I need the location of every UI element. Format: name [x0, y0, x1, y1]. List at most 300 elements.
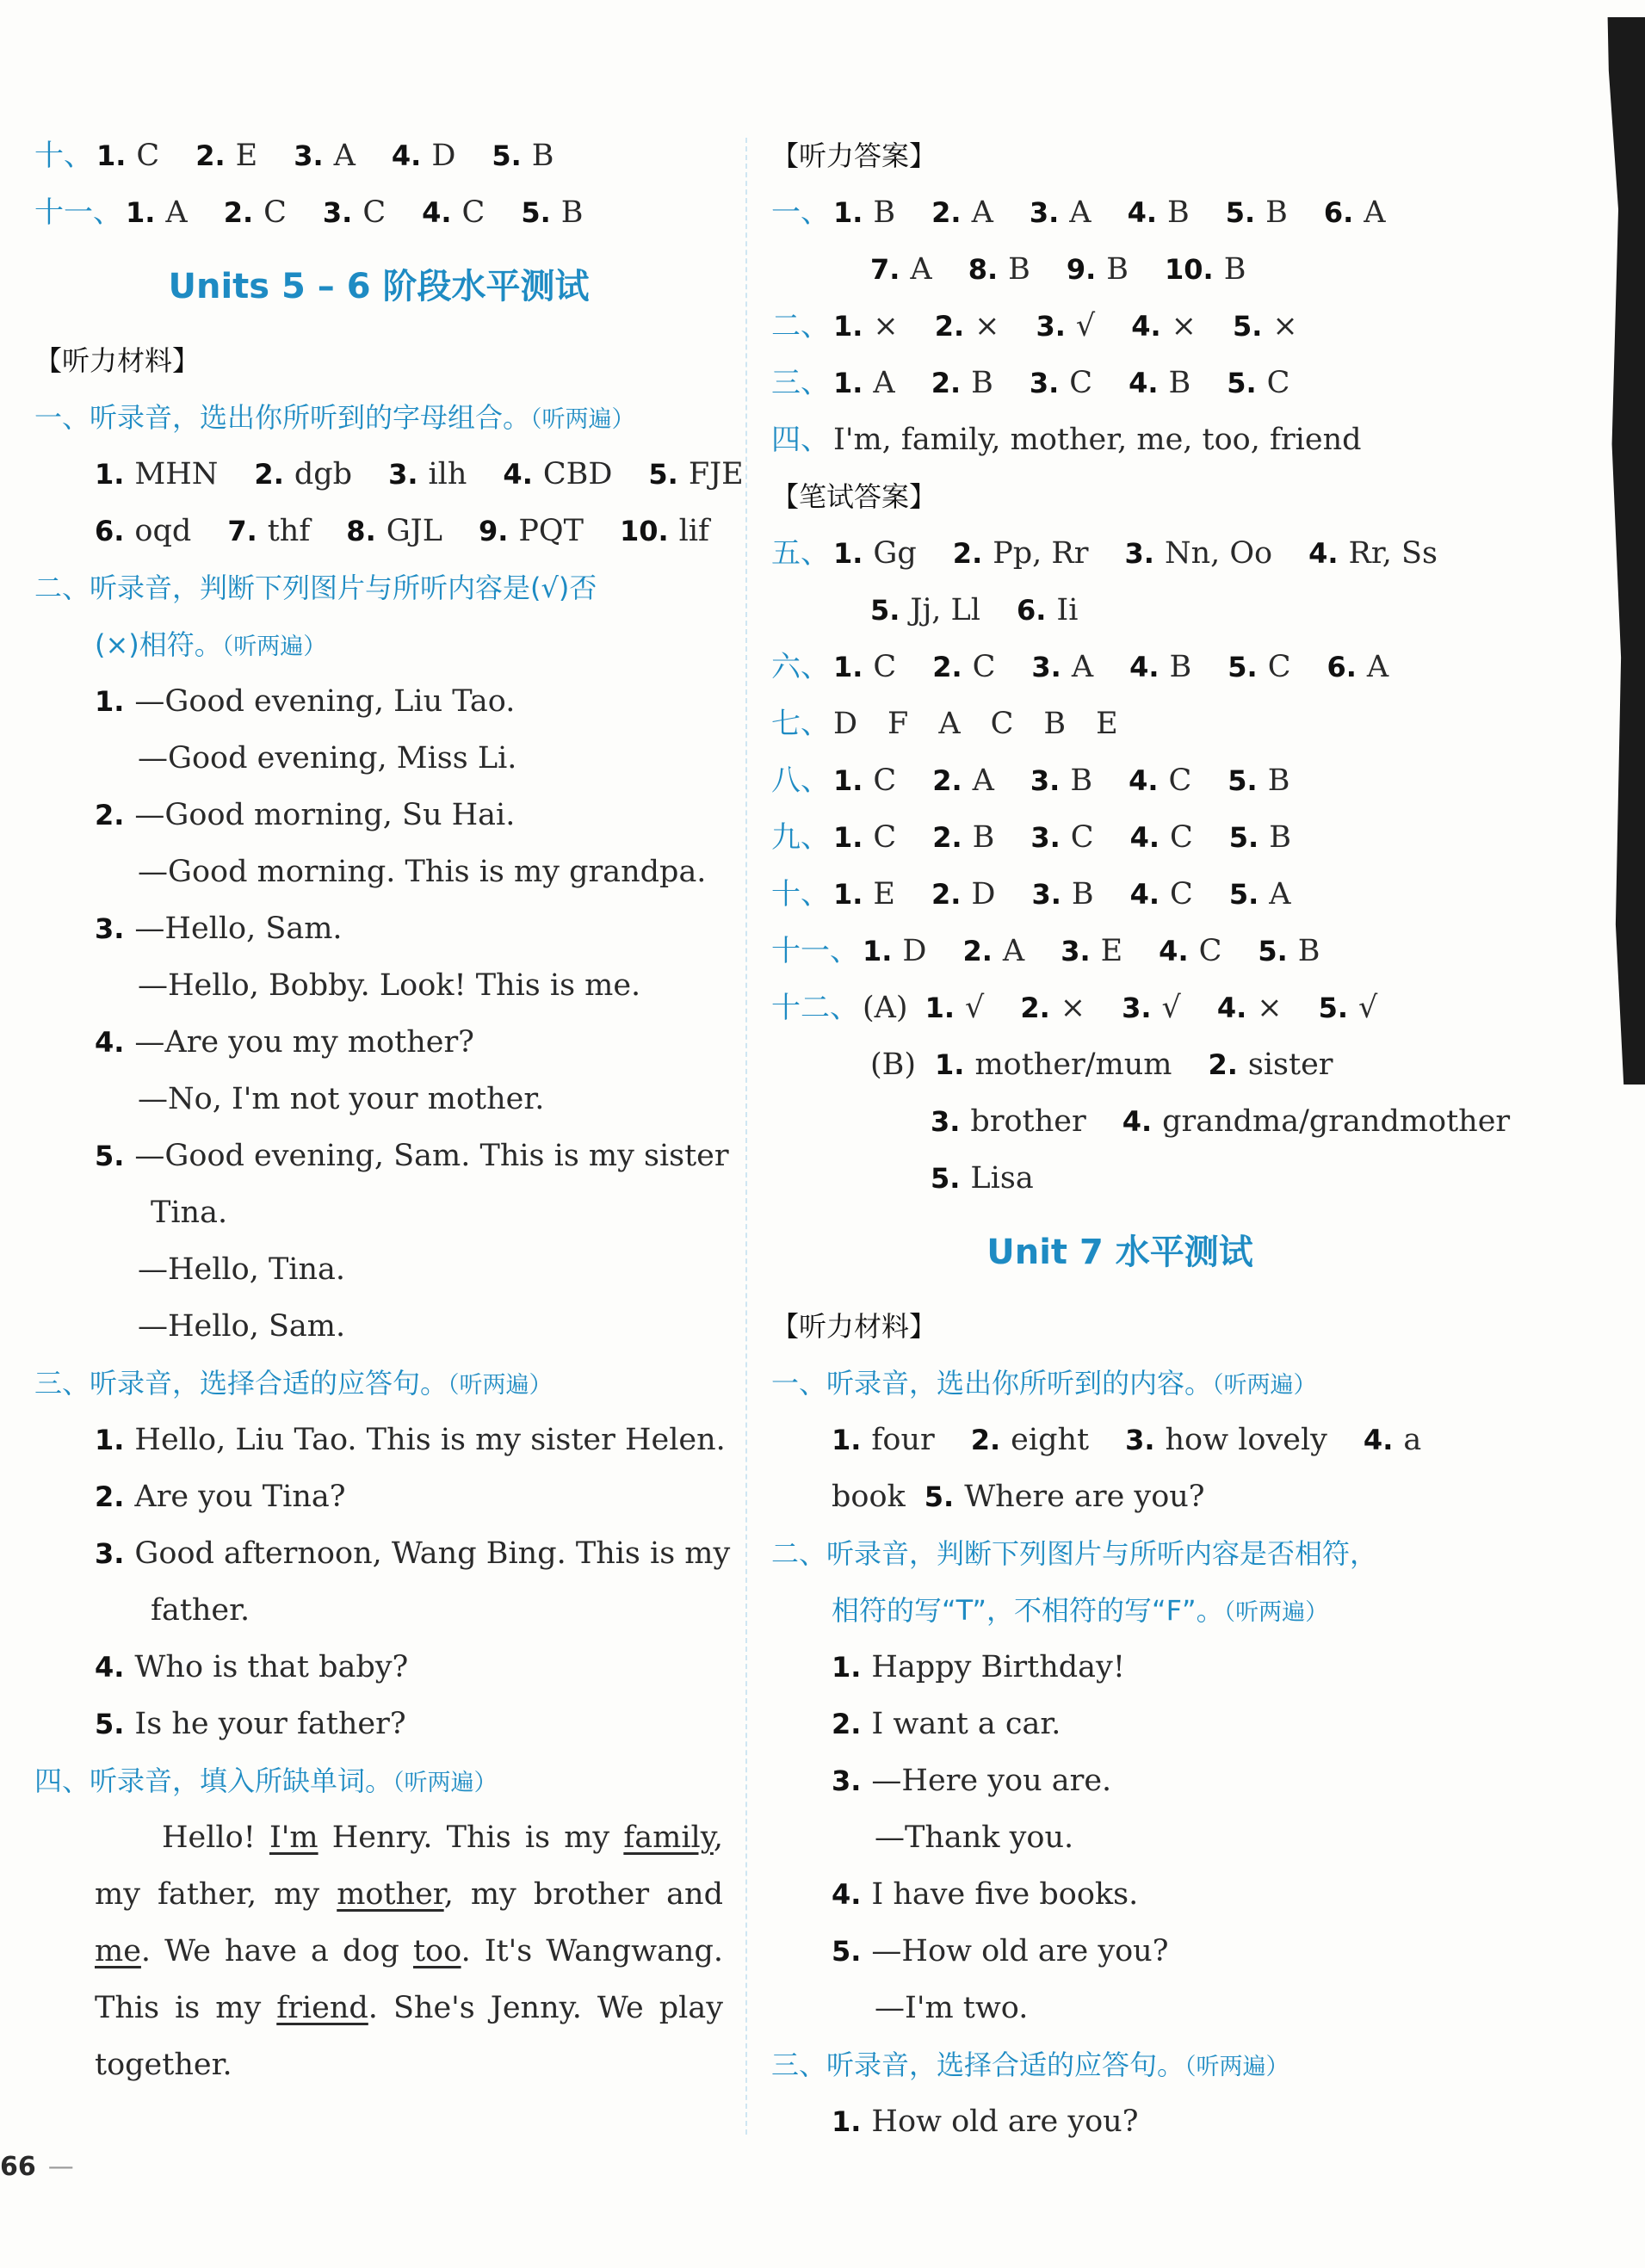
- item-number: 5.: [1228, 764, 1258, 797]
- item-answer: C: [1266, 366, 1290, 400]
- line-text: —Thank you.: [875, 1820, 1074, 1855]
- page-number: 66 —: [0, 2152, 74, 2182]
- item-number: 1.: [95, 1424, 125, 1456]
- item-number: 7.: [870, 253, 900, 286]
- page-edge-shadow: [1592, 17, 1645, 1085]
- item-answer: grandma/grandmother: [1162, 1104, 1511, 1139]
- item-number: 1.: [832, 1651, 862, 1684]
- item-number: 3.: [388, 458, 418, 491]
- item-answer: C: [362, 195, 387, 230]
- item-number: 3.: [1125, 1424, 1155, 1456]
- text-line: [34, 957, 723, 1014]
- item-number: 3.: [95, 912, 125, 945]
- item-answer: C: [1170, 877, 1193, 912]
- item-number: 4.: [1129, 367, 1159, 399]
- item-answer: C: [873, 820, 897, 855]
- item-number: 2.: [932, 651, 962, 683]
- text-line: [771, 1696, 1469, 1752]
- item-number: 5.: [521, 196, 551, 229]
- item-number: 2.: [932, 821, 962, 854]
- item-answer: B: [1070, 763, 1093, 798]
- text-line: [34, 1071, 723, 1128]
- item-answer: lif: [678, 514, 709, 548]
- question-number: 十一、: [771, 934, 859, 968]
- item-answer: Jj, Ll: [910, 593, 980, 627]
- item-number: 1.: [925, 992, 955, 1024]
- item-answer: Nn, Oo: [1164, 536, 1273, 571]
- label-listening-answers: 【听力答案】: [771, 139, 937, 172]
- item-number: 6.: [1017, 594, 1047, 627]
- item-number: 2.: [832, 1708, 862, 1740]
- item-answer: E: [873, 877, 895, 912]
- item-answer: brother: [970, 1104, 1086, 1139]
- item-answer: PQT: [518, 514, 584, 548]
- item-number: 5.: [1228, 878, 1259, 911]
- item-answer: C: [1267, 650, 1291, 684]
- answer-row: [771, 1093, 1511, 1150]
- item-number: 2.: [952, 537, 983, 570]
- item-number: 2.: [254, 458, 284, 491]
- item-answer: Where are you?: [964, 1480, 1205, 1514]
- item-answer: √: [965, 991, 985, 1025]
- item-answer: B: [1269, 820, 1291, 855]
- line-text: —Good morning, Su Hai.: [134, 798, 516, 832]
- answer-row: [771, 525, 1469, 582]
- item-number: 1.: [95, 685, 125, 718]
- answer-row: [771, 241, 1469, 298]
- question-heading: 二、听录音，判断下列图片与所听内容是(√)否: [34, 572, 597, 604]
- text-line: [34, 1696, 723, 1752]
- item-number: 3.: [1061, 935, 1091, 967]
- item-answer: B: [873, 195, 896, 230]
- item-answer: B: [1297, 934, 1320, 968]
- item-number: 4.: [391, 139, 422, 172]
- item-answer: B: [1106, 252, 1129, 287]
- question-heading: 三、听录音，选择合适的应答句。（听两遍）: [771, 2049, 1289, 2081]
- section-title: Units 5 – 6 阶段水平测试: [168, 267, 590, 306]
- sentence-list: [34, 1412, 731, 1752]
- line-text: —Here you are.: [871, 1764, 1112, 1798]
- question-number: 二、: [771, 309, 830, 343]
- text-line: [771, 1980, 1469, 2036]
- text-line: [771, 1752, 1469, 1809]
- item-answer: A: [1364, 195, 1386, 230]
- item-number: 4.: [1127, 196, 1157, 229]
- item-answer: sister: [1247, 1047, 1333, 1082]
- item-answer: E: [1100, 934, 1123, 968]
- item-number: 1.: [832, 2105, 862, 2138]
- dialogue-list: [34, 673, 729, 1355]
- text-line: [34, 900, 723, 957]
- question-number: 九、: [771, 820, 830, 855]
- answer-row: [771, 923, 1469, 980]
- item-number: 1.: [935, 1048, 965, 1081]
- item-answer: four: [871, 1423, 935, 1457]
- item-number: 8.: [968, 253, 999, 286]
- fill-in-paragraph: Hello! I'm Henry. This is my family, my father, my mother, my brother and me. We have a dog too. It's Wangwang. This is my friend. She's Jenny. We play together.: [95, 1820, 724, 2082]
- line-text: —Hello, Sam.: [138, 1309, 346, 1344]
- line-text: Is he your father?: [134, 1707, 406, 1741]
- left-column: [34, 127, 744, 2093]
- item-number: 3.: [832, 1764, 862, 1797]
- item-number: 1.: [863, 935, 893, 967]
- question-heading: 相符的写“T”，不相符的写“F”。（听两遍）: [832, 1594, 1329, 1627]
- item-number: 3.: [1030, 821, 1061, 854]
- text-line: [34, 1184, 723, 1241]
- item-answer: thf: [267, 514, 311, 548]
- item-answer: D: [431, 139, 456, 173]
- answer-row: book 5. Where are you?: [832, 1480, 1205, 1514]
- line-text: —Good evening, Liu Tao.: [134, 684, 516, 719]
- question-number: 五、: [771, 536, 830, 571]
- answer-row: [34, 127, 723, 184]
- item-answer: ×: [1060, 991, 1086, 1025]
- item-answer: B: [1267, 763, 1290, 798]
- item-answer: A: [1269, 877, 1291, 912]
- item-answer: dgb: [294, 457, 353, 491]
- item-number: 1.: [833, 367, 863, 399]
- right-column: [771, 127, 1511, 2150]
- text-line: [771, 1809, 1469, 1866]
- item-number: 1.: [833, 196, 863, 229]
- item-number: 3.: [1029, 196, 1060, 229]
- question-heading: 二、听录音，判断下列图片与所听内容是否相符，: [771, 1537, 1378, 1570]
- line-text: Who is that baby?: [134, 1650, 409, 1684]
- item-answer: ×: [873, 309, 899, 343]
- text-line: [34, 1412, 726, 1468]
- item-answer: Gg: [873, 536, 917, 571]
- item-answer: B: [1223, 252, 1246, 287]
- item-answer: A: [972, 763, 994, 798]
- item-answer: B: [1166, 195, 1190, 230]
- answer-row: [771, 355, 1469, 411]
- answer-row: 七、 D F A C B E: [771, 707, 1118, 741]
- text-line: [771, 1866, 1469, 1923]
- item-number: 1.: [96, 139, 127, 172]
- answer-row: [771, 639, 1469, 695]
- answer-row: 四、 I'm, family, mother, me, too, friend: [771, 423, 1362, 457]
- item-number: 1.: [126, 196, 156, 229]
- line-text: Tina.: [151, 1196, 228, 1230]
- item-number: 4.: [1308, 537, 1339, 570]
- text-line: [771, 1923, 1469, 1980]
- item-number: 4.: [1363, 1424, 1394, 1456]
- line-text: father.: [151, 1593, 250, 1628]
- item-number: 5.: [492, 139, 522, 172]
- line-text: Hello, Liu Tao. This is my sister Helen.: [134, 1423, 726, 1457]
- item-number: 2.: [931, 196, 962, 229]
- question-heading: (×)相符。（听两遍）: [95, 628, 327, 661]
- text-line: [34, 1241, 723, 1298]
- item-number: 8.: [346, 515, 376, 547]
- item-number: 10.: [1165, 253, 1214, 286]
- item-number: 2.: [195, 139, 226, 172]
- text-line: [34, 1639, 723, 1696]
- item-answer: C: [1069, 366, 1093, 400]
- line-text: —Hello, Bobby. Look! This is me.: [138, 968, 641, 1003]
- text-line: [34, 844, 723, 900]
- item-number: 4.: [95, 1651, 125, 1684]
- item-number: 2.: [931, 367, 962, 399]
- line-text: —How old are you?: [871, 1934, 1169, 1968]
- item-number: 4.: [422, 196, 452, 229]
- label-written-answers: 【笔试答案】: [771, 480, 937, 513]
- item-answer: A: [1071, 650, 1094, 684]
- item-number: 4.: [1129, 878, 1160, 911]
- item-number: 2.: [934, 310, 965, 343]
- text-line: [34, 1128, 729, 1184]
- label-listening-material: 【听力材料】: [771, 1310, 937, 1343]
- text-line: [34, 1014, 723, 1071]
- answer-row: [771, 866, 1469, 923]
- label-listening-material: 【听力材料】: [34, 344, 201, 377]
- item-number: 4.: [832, 1878, 862, 1911]
- answer-row: 十二、 (A) 1. √ 2. × 3. √ 4. × 5. √: [771, 991, 1378, 1025]
- item-answer: C: [1169, 820, 1193, 855]
- answer-row: [34, 184, 723, 241]
- item-number: 4.: [1129, 764, 1159, 797]
- answer-row: (B) 1. mother/mum 2. sister: [870, 1047, 1333, 1082]
- question-number: 一、: [771, 195, 830, 230]
- item-number: 9.: [1066, 253, 1097, 286]
- item-answer: Ii: [1056, 593, 1079, 627]
- line-text: —Good morning. This is my grandpa.: [138, 855, 707, 889]
- item-number: 5.: [1228, 821, 1259, 854]
- line-text: I want a car.: [871, 1707, 1061, 1741]
- item-answer: B: [972, 820, 995, 855]
- line-text: —Hello, Tina.: [138, 1252, 346, 1287]
- item-number: 9.: [478, 515, 509, 547]
- line-text: Are you Tina?: [134, 1480, 346, 1514]
- item-answer: B: [1265, 195, 1288, 230]
- item-number: 5.: [832, 1935, 862, 1968]
- item-number: 2.: [95, 1480, 125, 1513]
- text-line: [771, 1639, 1469, 1696]
- question-heading: 四、听录音，填入所缺单词。（听两遍）: [34, 1764, 498, 1797]
- item-answer: B: [1169, 650, 1192, 684]
- text-line: [34, 730, 723, 787]
- text-line: [34, 787, 723, 844]
- answer-row: [771, 1412, 1469, 1468]
- item-number: 2.: [932, 764, 962, 797]
- item-answer: C: [1070, 820, 1094, 855]
- item-answer: FJE: [688, 457, 744, 491]
- item-answer: A: [1366, 650, 1389, 684]
- item-answer: √: [1075, 309, 1096, 343]
- text-line: [34, 1525, 731, 1582]
- line-text: Happy Birthday!: [871, 1650, 1125, 1684]
- item-answer: A: [165, 195, 188, 230]
- item-number: 2.: [931, 878, 962, 911]
- column-divider: [745, 138, 747, 2135]
- answer-row: [771, 298, 1469, 355]
- answer-row: [771, 1150, 1469, 1207]
- item-number: 2.: [962, 935, 993, 967]
- item-answer: C: [873, 650, 897, 684]
- item-answer: B: [560, 195, 584, 230]
- item-number: 3.: [931, 1105, 961, 1138]
- answer-row: [771, 752, 1469, 809]
- item-number: 3.: [1124, 537, 1154, 570]
- item-number: 1.: [832, 1424, 862, 1456]
- item-answer: eight: [1011, 1423, 1090, 1457]
- item-answer: A: [333, 139, 356, 173]
- item-number: 5.: [95, 1140, 125, 1172]
- question-number: 十一、: [34, 195, 122, 230]
- item-number: 3.: [1036, 310, 1066, 343]
- item-number: 5.: [648, 458, 678, 491]
- item-number: 4.: [95, 1026, 125, 1059]
- text-line: [771, 2093, 1469, 2150]
- item-answer: √: [1357, 991, 1378, 1025]
- item-answer: GJL: [386, 514, 442, 548]
- text-line: [34, 1468, 723, 1525]
- item-number: 1.: [95, 458, 125, 491]
- item-number: 2.: [1020, 992, 1050, 1024]
- item-answer: B: [971, 366, 993, 400]
- item-number: 5.: [1227, 367, 1257, 399]
- text-line: [34, 1298, 723, 1355]
- item-answer: C: [1198, 934, 1222, 968]
- item-number: 6.: [95, 515, 125, 547]
- item-number: 1.: [833, 310, 863, 343]
- item-number: 1.: [833, 651, 863, 683]
- line-text: —Good evening, Miss Li.: [138, 741, 517, 776]
- item-number: 7.: [227, 515, 257, 547]
- answer-row: [771, 184, 1469, 241]
- line-text: —Hello, Sam.: [134, 912, 343, 946]
- item-answer: √: [1161, 991, 1181, 1025]
- item-number: 3.: [95, 1537, 125, 1570]
- line-text: —Good evening, Sam. This is my sister: [134, 1139, 729, 1173]
- item-number: 5.: [1318, 992, 1348, 1024]
- question-heading: 三、听录音，选择合适的应答句。（听两遍）: [34, 1367, 553, 1400]
- item-answer: Rr, Ss: [1348, 536, 1438, 571]
- question-heading: 一、听录音，选出你所听到的内容。（听两遍）: [771, 1367, 1317, 1400]
- item-answer: MHN: [134, 457, 219, 491]
- item-number: 1.: [833, 821, 863, 854]
- item-answer: mother/mum: [974, 1047, 1172, 1082]
- item-number: 5.: [1228, 651, 1258, 683]
- item-number: 4.: [1129, 821, 1160, 854]
- item-number: 5.: [1258, 935, 1288, 967]
- text-line: [34, 1582, 723, 1639]
- question-number: 十、: [771, 877, 830, 912]
- item-answer: ×: [1257, 991, 1283, 1025]
- item-answer: ×: [974, 309, 1000, 343]
- item-number: 4.: [1122, 1105, 1153, 1138]
- item-number: 5.: [1225, 196, 1256, 229]
- item-answer: E: [235, 139, 258, 173]
- question-number: 六、: [771, 650, 830, 684]
- item-answer: D: [971, 877, 996, 912]
- item-answer: C: [263, 195, 287, 230]
- item-answer: B: [1071, 877, 1094, 912]
- line-text: I have five books.: [871, 1877, 1139, 1912]
- item-answer: ilh: [428, 457, 467, 491]
- line-text: —No, I'm not your mother.: [138, 1082, 545, 1116]
- item-answer: B: [1008, 252, 1030, 287]
- item-number: 3.: [294, 139, 324, 172]
- item-number: 4.: [503, 458, 533, 491]
- item-answer: B: [1168, 366, 1191, 400]
- question-heading: 一、听录音，选出你所听到的字母组合。（听两遍）: [34, 401, 635, 434]
- item-number: 1.: [833, 878, 863, 911]
- item-number: 4.: [1131, 310, 1161, 343]
- answer-row: [771, 809, 1469, 866]
- line-text: Good afternoon, Wang Bing. This is my: [134, 1536, 731, 1571]
- item-number: 6.: [1327, 651, 1357, 683]
- item-number: 3.: [1029, 367, 1060, 399]
- item-answer: C: [873, 763, 897, 798]
- question-number: 八、: [771, 763, 830, 798]
- item-number: 10.: [619, 515, 669, 547]
- item-number: 3.: [1122, 992, 1152, 1024]
- item-answer: A: [1069, 195, 1092, 230]
- item-number: 3.: [1030, 764, 1061, 797]
- item-answer: C: [461, 195, 485, 230]
- item-answer: C: [136, 139, 160, 173]
- item-answer: a: [1403, 1423, 1422, 1457]
- answer-row: [34, 503, 723, 559]
- item-answer: C: [972, 650, 996, 684]
- item-answer: Lisa: [970, 1161, 1034, 1196]
- item-answer: A: [873, 366, 895, 400]
- line-text: —I'm two.: [875, 1991, 1029, 2025]
- text-line: [34, 673, 723, 730]
- item-number: 3.: [1031, 878, 1061, 911]
- item-number: 4.: [1216, 992, 1247, 1024]
- item-answer: D: [902, 934, 927, 968]
- item-number: 4.: [1159, 935, 1189, 967]
- item-number: 2.: [95, 799, 125, 831]
- sentence-list: [771, 2093, 1469, 2150]
- item-answer: CBD: [542, 457, 613, 491]
- question-number: 三、: [771, 366, 830, 400]
- line-text: —Are you my mother?: [134, 1025, 474, 1060]
- item-number: 5.: [870, 594, 900, 627]
- item-number: 3.: [322, 196, 353, 229]
- answer-row: [771, 582, 1469, 639]
- item-answer: ×: [1272, 309, 1298, 343]
- item-answer: A: [910, 252, 932, 287]
- item-number: 1.: [833, 537, 863, 570]
- question-number: 十、: [34, 139, 93, 173]
- item-number: 2.: [970, 1424, 1001, 1456]
- answer-row: [34, 446, 744, 503]
- item-answer: how lovely: [1165, 1423, 1327, 1457]
- item-answer: Pp, Rr: [993, 536, 1089, 571]
- item-number: 5.: [95, 1708, 125, 1740]
- item-answer: ×: [1171, 309, 1197, 343]
- item-number: 2.: [223, 196, 254, 229]
- item-number: 1.: [833, 764, 863, 797]
- line-text: How old are you?: [871, 2104, 1139, 2139]
- section-title: Unit 7 水平测试: [986, 1233, 1253, 1272]
- item-number: 5.: [931, 1162, 961, 1195]
- sentence-list: [771, 1639, 1469, 2036]
- item-answer: A: [1002, 934, 1025, 968]
- item-answer: A: [971, 195, 993, 230]
- item-answer: oqd: [134, 514, 192, 548]
- item-number: 2.: [1208, 1048, 1238, 1081]
- item-number: 4.: [1129, 651, 1160, 683]
- item-answer: C: [1168, 763, 1192, 798]
- item-number: 3.: [1031, 651, 1061, 683]
- item-number: 5.: [1232, 310, 1263, 343]
- item-number: 5.: [924, 1480, 955, 1513]
- item-number: 6.: [1323, 196, 1354, 229]
